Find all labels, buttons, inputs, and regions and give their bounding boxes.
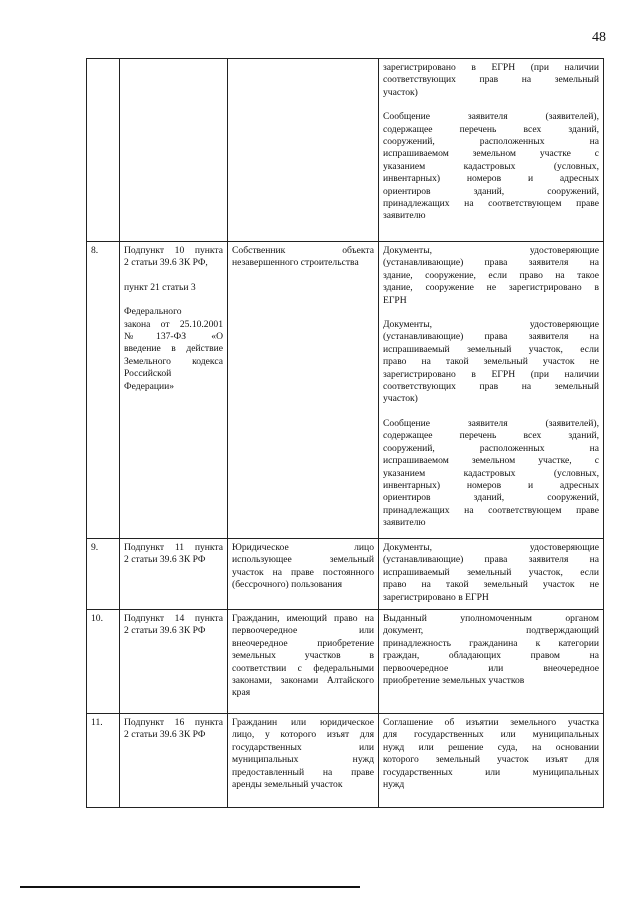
text-line: испрашиваемый земельный участок, если <box>383 566 599 578</box>
text-line: соответствии с федеральными <box>232 662 374 674</box>
document-paragraph <box>383 418 599 530</box>
text-line: Гражданин, имеющий право на <box>232 613 374 625</box>
text-line: законами, законами Алтайского <box>232 675 374 687</box>
applicant-cell <box>228 539 379 610</box>
applicant-paragraph <box>232 613 374 700</box>
document-paragraph <box>383 319 599 406</box>
text-line: Сообщение заявителя (заявителей), <box>383 111 599 123</box>
text-line: внеочередное приобретение <box>232 637 374 649</box>
text-line: Соглашение об изъятии земельного участка <box>383 717 599 729</box>
text-line: принадлежащих на соответствующем праве <box>383 198 599 210</box>
legal-basis-cell <box>120 539 228 610</box>
row-number-cell: 10. <box>87 610 120 714</box>
text-line: документ, подтверждающий <box>383 625 599 637</box>
text-line: государственных или <box>232 741 374 753</box>
text-line: которого земельный участок изъят для <box>383 754 599 766</box>
text-line: первоочередное или <box>232 625 374 637</box>
documents-cell <box>379 59 604 242</box>
text-line: Подпункт 16 пункта <box>124 717 223 729</box>
text-line: (устанавливающие) права заявителя на <box>383 554 599 566</box>
page-number: 48 <box>592 30 606 45</box>
text-line: №137-ФЗ «О <box>124 331 223 343</box>
legal-basis-cell <box>120 59 228 242</box>
text-line: Российской <box>124 368 172 380</box>
text-line: 2 статьи 39.6 ЗК РФ <box>124 554 206 566</box>
text-line: 2 статьи 39.6 ЗК РФ, <box>124 257 208 269</box>
text-line: здание, сооружение не зарегистрировано в <box>383 282 599 294</box>
text-line: муниципальных нужд <box>232 754 374 766</box>
text-line: принадлежность гражданина к категории <box>383 637 599 649</box>
applicant-cell <box>228 610 379 714</box>
text-line: Земельного кодекса <box>124 355 223 367</box>
text-line: (бессрочного) пользования <box>232 579 342 591</box>
text-line: заявителю <box>383 210 426 222</box>
legal-basis-cell <box>120 242 228 539</box>
text-line: граждан, обладающих правом на <box>383 650 599 662</box>
applicant-paragraph <box>232 717 374 791</box>
documents-cell <box>379 610 604 714</box>
applicant-cell <box>228 714 379 808</box>
text-line: Документы, удостоверяющие <box>383 245 599 256</box>
text-line: введение в действие <box>124 343 223 355</box>
text-line: 2 статьи 39.6 ЗК РФ <box>124 729 206 741</box>
legal-basis-paragraph <box>124 306 223 393</box>
text-line: инвентарных) номеров и адресных <box>383 479 599 491</box>
text-line: государственных или муниципальных <box>383 766 599 778</box>
text-line: здание, сооружение, если право на такое <box>383 269 599 281</box>
text-line: указанием кадастровых (условных, <box>383 160 599 172</box>
text-line: содержащее перечень всех зданий, <box>383 430 599 442</box>
table-row <box>87 610 604 714</box>
text-line: Документы, удостоверяющие <box>383 319 599 331</box>
applicant-paragraph <box>232 542 374 592</box>
text-line: 2 статьи 39.6 ЗК РФ <box>124 625 206 637</box>
text-line: принадлежащих на соответствующем праве <box>383 504 599 516</box>
applicant-paragraph <box>232 245 374 270</box>
text-line: нужд или решение суда, на основании <box>383 741 599 753</box>
text-line: Федерального <box>124 306 182 318</box>
text-line: Федерации» <box>124 380 175 392</box>
documents-cell <box>379 242 604 539</box>
text-line: Юридическое лицо <box>232 542 374 553</box>
text-line: (устанавливающие) права заявителя на <box>383 257 599 269</box>
text-line: участок на праве постоянного <box>232 566 374 578</box>
text-line: соответствующих прав на земельный <box>383 381 599 393</box>
legal-basis-paragraph <box>124 245 223 270</box>
legal-basis-cell <box>120 610 228 714</box>
text-line: земельных участков в <box>232 650 374 662</box>
text-line: зарегистрировано в ЕГРН (при наличии <box>383 62 599 73</box>
footer-rule <box>20 886 360 888</box>
text-line: Гражданин или юридическое <box>232 717 374 729</box>
document-paragraph <box>383 613 599 687</box>
text-line: испрашиваемый земельный участок, если <box>383 343 599 355</box>
documents-cell <box>379 539 604 610</box>
text-line: нужд <box>383 779 405 791</box>
row-number-cell: 8. <box>87 242 120 539</box>
legal-basis-paragraph <box>124 717 223 742</box>
table-row <box>87 539 604 610</box>
requirements-table <box>86 58 604 808</box>
text-line: Подпункт 14 пункта <box>124 613 223 625</box>
row-number-cell: 11. <box>87 714 120 808</box>
text-line: предоставленный на праве <box>232 766 374 778</box>
text-line: лицо, у которого изъят для <box>232 729 374 741</box>
legal-basis-cell <box>120 714 228 808</box>
text-line: инвентарных) номеров и адресных <box>383 173 599 185</box>
table-row <box>87 59 604 242</box>
text-line: испрашиваемом земельном участке, с <box>383 455 599 467</box>
text-line: для государственных или муниципальных <box>383 729 599 741</box>
applicant-cell <box>228 59 379 242</box>
text-line: использующее земельный <box>232 554 374 566</box>
text-line: ЕГРН <box>383 294 407 306</box>
text-line: участок) <box>383 86 418 98</box>
document-paragraph <box>383 62 599 99</box>
text-line: содержащее перечень всех зданий, <box>383 123 599 135</box>
text-line: Собственник объекта <box>232 245 374 256</box>
text-line: ориентиров зданий, сооружений, <box>383 492 599 504</box>
text-line: испрашиваемом земельном участке с <box>383 148 599 160</box>
text-line: соответствующих прав на земельный <box>383 74 599 86</box>
text-line: незавершенного строительства <box>232 257 359 269</box>
text-line: пункт 21 статьи 3 <box>124 281 196 293</box>
table-body <box>87 59 604 808</box>
legal-basis-paragraph <box>124 613 223 638</box>
text-line: сооружений, расположенных на <box>383 442 599 454</box>
text-line: ориентиров зданий, сооружений, <box>383 185 599 197</box>
row-number-cell: 9. <box>87 539 120 610</box>
text-line: (устанавливающие) права заявителя на <box>383 331 599 343</box>
text-line: аренды земельный участок <box>232 779 343 791</box>
text-line: Документы, удостоверяющие <box>383 542 599 553</box>
row-number-cell <box>87 59 120 242</box>
document-paragraph <box>383 542 599 604</box>
text-line: первоочередное или внеочередное <box>383 662 599 674</box>
legal-basis-paragraph <box>124 542 223 567</box>
table-row <box>87 714 604 808</box>
text-line: зарегистрировано в ЕГРН <box>383 591 489 603</box>
document-paragraph <box>383 111 599 223</box>
text-line: Подпункт 11 пункта <box>124 542 223 553</box>
text-line: Выданный уполномоченным органом <box>383 613 599 625</box>
text-line: право на такой земельный участок не <box>383 579 599 591</box>
text-line: зарегистрировано в ЕГРН (при наличии <box>383 368 599 380</box>
text-line: Сообщение заявителя (заявителей), <box>383 417 599 429</box>
document-paragraph <box>383 717 599 791</box>
documents-cell <box>379 714 604 808</box>
text-line: сооружений, расположенных на <box>383 136 599 148</box>
table-row <box>87 242 604 539</box>
text-line: приобретение земельных участков <box>383 675 525 687</box>
text-line: закона от 25.10.2001 <box>124 318 223 330</box>
text-line: участок) <box>383 393 418 405</box>
text-line: право на такой земельный участок не <box>383 356 599 368</box>
text-line: Подпункт 10 пункта <box>124 245 223 256</box>
text-line: заявителю <box>383 517 426 529</box>
text-line: края <box>232 687 251 699</box>
legal-basis-paragraph <box>124 282 223 294</box>
document-paragraph <box>383 245 599 307</box>
text-line: указанием кадастровых (условных, <box>383 467 599 479</box>
applicant-cell <box>228 242 379 539</box>
